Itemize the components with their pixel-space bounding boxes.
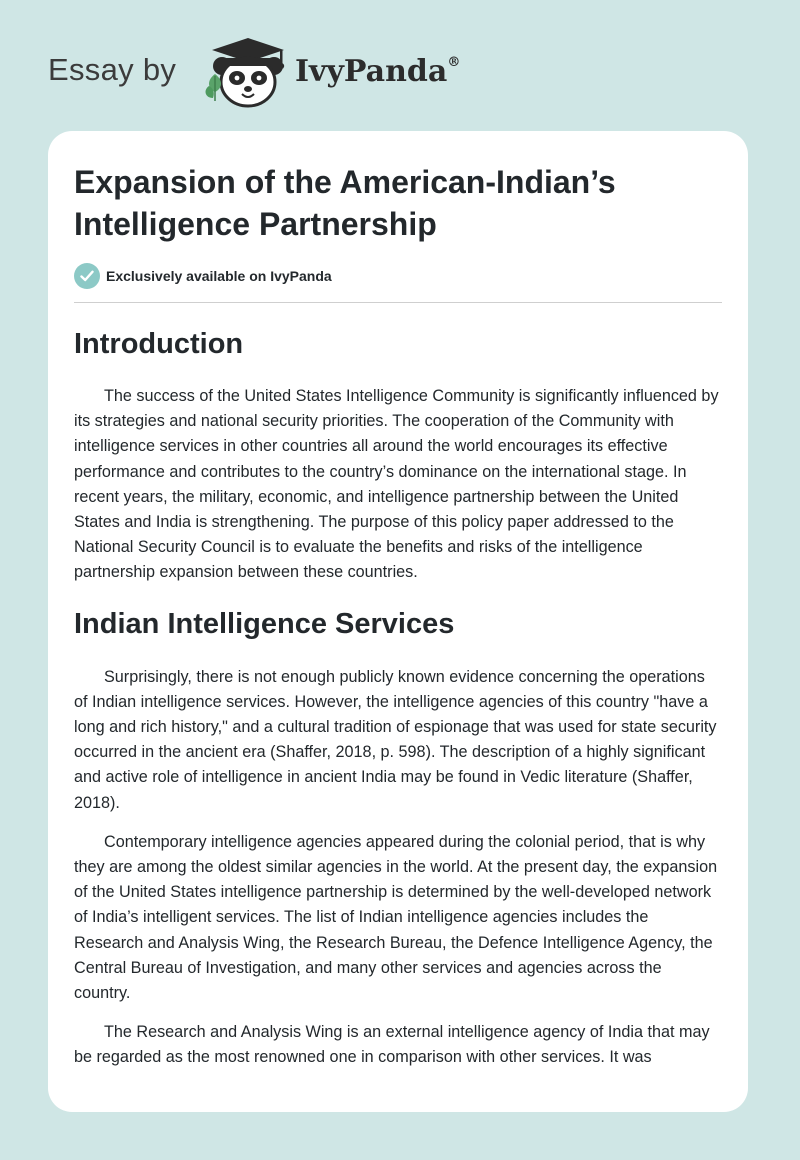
essay-title: Expansion of the American-Indian’s Intelligence Partnership — [74, 164, 616, 242]
exclusive-label: Exclusively available on IvyPanda — [106, 268, 332, 284]
essay-card — [48, 131, 748, 1112]
paragraph: Contemporary intelligence agencies appeared during the colonial period, that is why they are among the oldest similar agencies in the world. At the present day, the expansion of the United States intelligence partnership is determined by the well-developed network of India’s intelligent services. The list of Indian intelligence agencies includes the Research and Analysis Wing, the Research Bureau, the Defence Intelligence Agency, the Central Bureau of Investigation, and many other services and agencies across the country. — [74, 832, 718, 1003]
essay-by-label: Essay by — [48, 52, 177, 87]
ivypanda-logo[interactable] — [200, 36, 296, 112]
registered-mark: ® — [447, 55, 461, 70]
site-header — [0, 0, 800, 130]
paragraph: Surprisingly, there is not enough publicly known evidence concerning the operations of Indian intelligence services. However, the intelligence agencies of this country "have a long and rich history," and a cultural tradition of espionage that was used for state security occurred in the ancient era (Shaffer, 2018, p. 598). The description of a highly significant and active role of intelligence in ancient India may be found in Vedic literature (Shaffer, 2018). — [74, 667, 717, 812]
ivy-leaf-icon — [203, 72, 227, 102]
divider — [74, 302, 722, 303]
paragraph: The Research and Analysis Wing is an external intelligence agency of India that may be regarded as the most renowned one in comparison with other services. It was — [74, 1023, 710, 1067]
check-circle-icon — [74, 263, 100, 289]
brand-name-text: IvyPanda — [295, 54, 448, 89]
paragraph: The success of the United States Intelligence Community is significantly influenced by its strategies and national security priorities. The cooperation of the Community with intelligence services in other countries all around the world encourages its effective performance and contributes to the country’s dominance on the international stage. In recent years, the military, economic, and intelligence partnership between the United States and India is strengthening. The purpose of this policy paper addressed to the National Security Council is to evaluate the benefits and risks of the intelligence partnership expansion between these countries. — [74, 387, 719, 582]
brand-name[interactable] — [295, 54, 460, 89]
exclusive-badge — [74, 263, 722, 289]
section-heading-indian-intelligence-services: Indian Intelligence Services — [74, 607, 455, 640]
section-heading-introduction: Introduction — [74, 328, 244, 360]
